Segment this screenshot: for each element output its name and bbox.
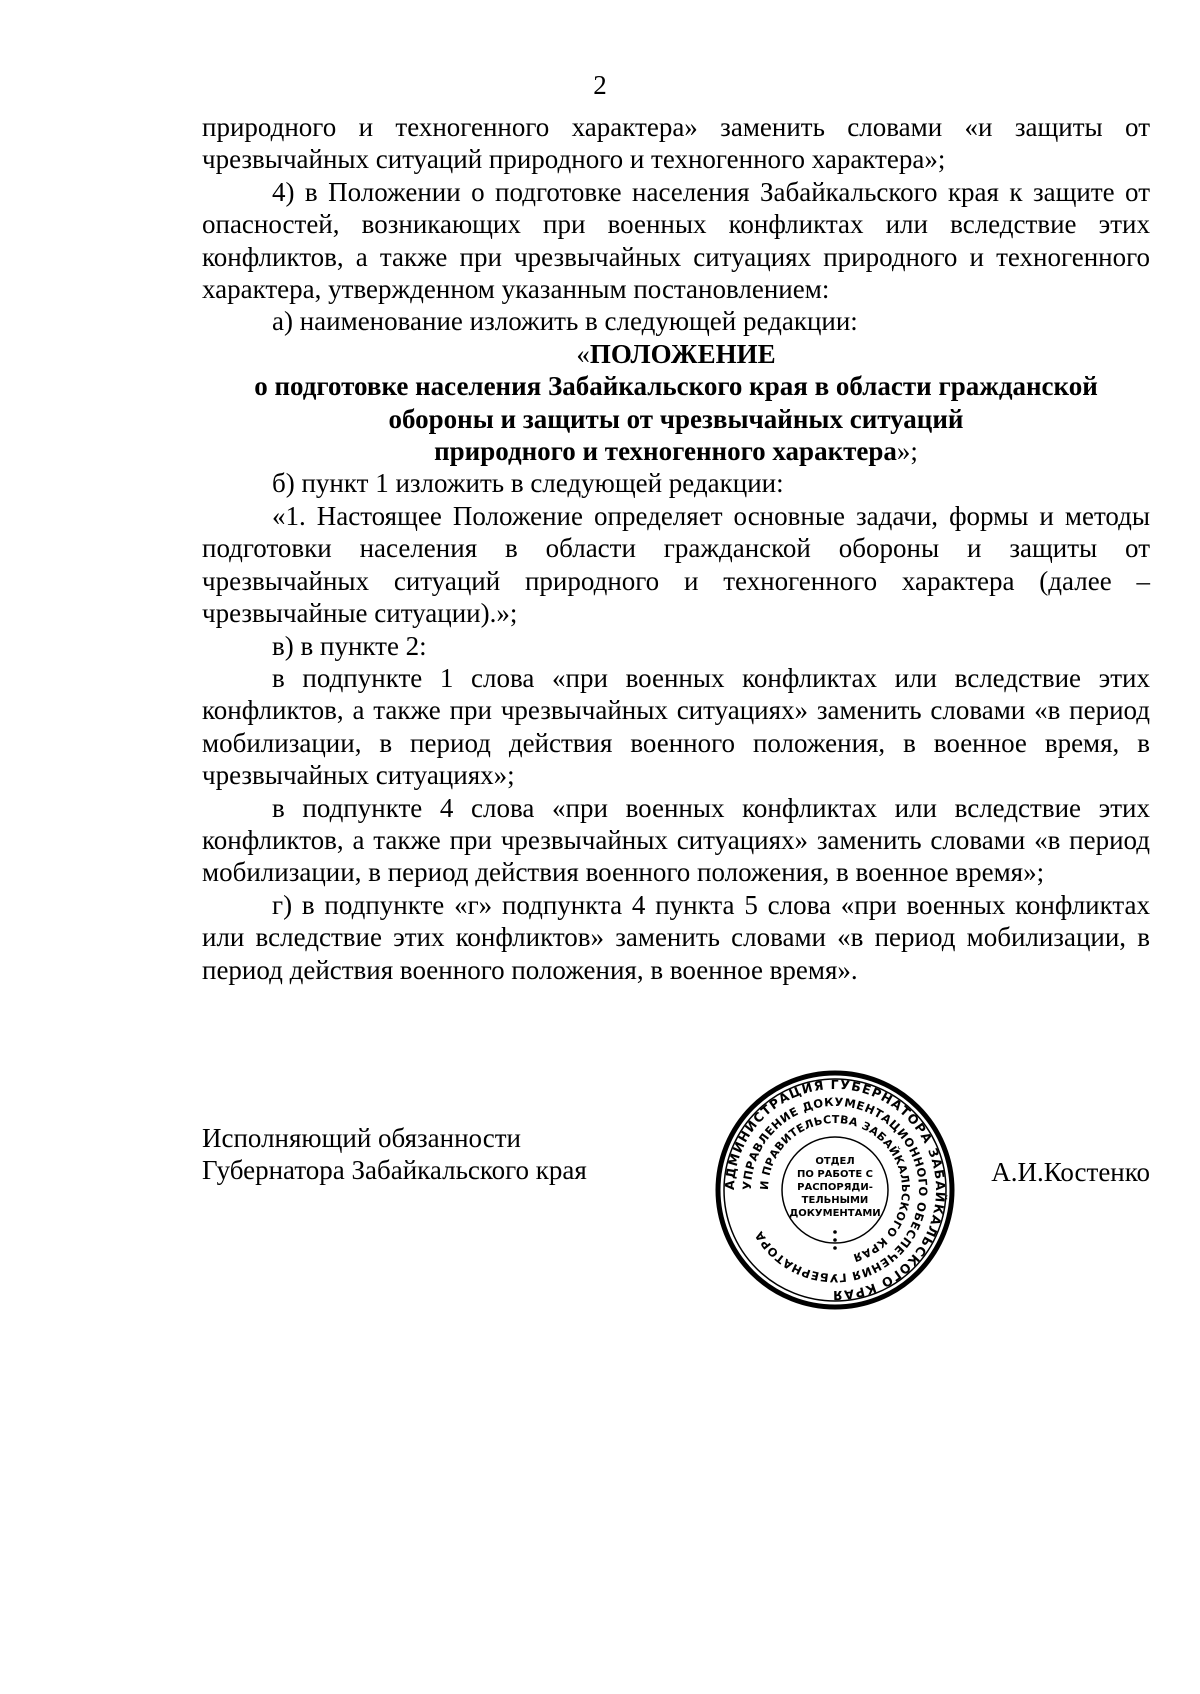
paragraph-item-a: а) наименование изложить в следующей редакции:	[272, 306, 858, 337]
signatory-name: А.И.Костенко	[991, 1157, 1150, 1187]
seal-center-line: ТЕЛЬНЫМИ	[801, 1195, 869, 1206]
seal-middle-text: УПРАВЛЕНИЕ ДОКУМЕНТАЦИОННОГО ОБЕСПЕЧЕНИЯ ГУБЕРНАТОРА	[739, 1094, 931, 1286]
seal-center-line: ПО РАБОТЕ С	[796, 1169, 874, 1180]
signatory-position-line: Исполняющий обязанности	[202, 1123, 521, 1153]
regulation-title-line: обороны и защиты от чрезвычайных ситуаций	[388, 403, 964, 434]
paragraph-subpoint-4: в подпункте 4 слова «при военных конфликтах или вследствие этих конфликтов, а также при чрезвычайных ситуациях» заменить словами «в период мобилизации, в период действия военного положения, в военное время»;	[202, 792, 1150, 888]
paragraph-item-g: г) в подпункте «г» подпункта 4 пункта 5 слова «при военных конфликтах или вследствие этих конфликтов» заменить словами «в период мобилизации, в период действия военного положения, в военное время».	[202, 889, 1150, 985]
seal-inner-text: И ПРАВИТЕЛЬСТВА ЗАБАЙКАЛЬСКОГО КРАЯ	[757, 1112, 913, 1265]
regulation-title-line: о подготовке населения Забайкальского края в области гражданской	[254, 371, 1098, 402]
regulation-title	[202, 338, 1150, 468]
paragraph-point-1-text: «1. Настоящее Положение определяет основные задачи, формы и методы подготовки населения в области гражданской обороны и защиты от чрезвычайных ситуаций природного и техногенного характера (далее – чрезвычайные ситуации).»;	[202, 500, 1150, 629]
title-open-quote: «	[576, 338, 590, 369]
regulation-title-last-line	[202, 435, 1150, 467]
document-body	[202, 111, 1150, 986]
regulation-title-heading	[202, 338, 1150, 370]
title-close-quote: »;	[896, 436, 918, 467]
page-number: 2	[593, 70, 607, 100]
seal-center-line: ОТДЕЛ	[815, 1156, 855, 1167]
signatory-position	[202, 1122, 587, 1186]
seal-center-line: ДОКУМЕНТАМИ	[789, 1208, 881, 1219]
signatory-position-line: Губернатора Забайкальского края	[202, 1155, 587, 1185]
seal-outer-text: АДМИНИСТРАЦИЯ ГУБЕРНАТОРА ЗАБАЙКАЛЬСКОГО КРАЯ	[721, 1076, 949, 1304]
title-text: природного и техногенного характера	[434, 436, 897, 467]
paragraph-item-v: в) в пункте 2:	[272, 630, 427, 661]
paragraph-subpoint-1: в подпункте 1 слова «при военных конфликтах или вследствие этих конфликтов, а также при чрезвычайных ситуациях» заменить словами «в период мобилизации, в период действия военного положения, в военное время, в чрезвычайных ситуациях»;	[202, 662, 1150, 791]
signature-block	[202, 1076, 1150, 1304]
seal-center-line: РАСПОРЯДИ-	[797, 1182, 873, 1193]
paragraph-continuation: природного и техногенного характера» заменить словами «и защиты от чрезвычайных ситуаций природного и техногенного характера»;	[202, 112, 1150, 175]
official-seal	[715, 1070, 955, 1310]
paragraph-item-b: б) пункт 1 изложить в следующей редакции:	[272, 468, 784, 499]
paragraph-item-4: 4) в Положении о подготовке населения Забайкальского края к защите от опасностей, возникающих при военных конфликтах или вследствие этих конфликтов, а также при чрезвычайных ситуациях природного и техногенного характера, утвержденном указанным постановлением:	[202, 176, 1150, 305]
title-word: ПОЛОЖЕНИЕ	[589, 338, 776, 369]
